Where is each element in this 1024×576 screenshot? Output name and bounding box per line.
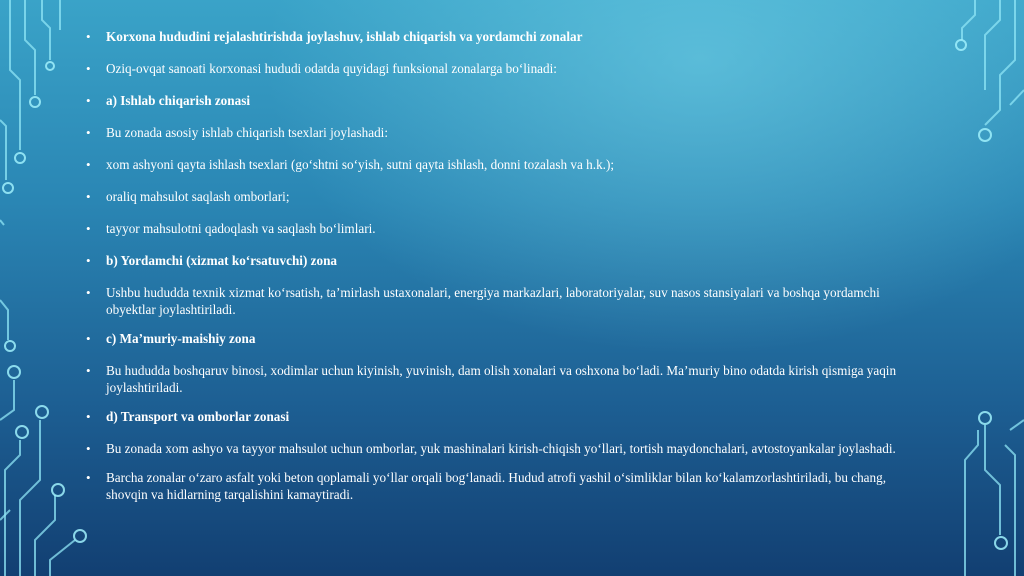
bullet-heading: a) Ishlab chiqarish zonasi: [106, 93, 251, 108]
bullet-dot: •: [86, 125, 91, 140]
bullet-dot: •: [86, 331, 91, 346]
bullet-dot: •: [86, 470, 91, 485]
bullet-text: xom ashyoni qayta ishlash tsexlari (go‘shtni so‘yish, sutni qayta ishlash, donni tozalash va h.k.);: [106, 157, 615, 172]
bullet-text: Barcha zonalar o‘zaro asfalt yoki beton qoplamali yo‘llar orqali bog‘lanadi. Hudud atrofi yashil o‘simliklar bilan ko‘kalamzorlashtiriladi, bu chang, shovqin va hidlarning tarqalishini kamaytiradi.: [106, 470, 887, 502]
bullet-item: [86, 469, 906, 503]
bullet-list: [86, 28, 906, 503]
bullet-heading: d) Transport va omborlar zonasi: [106, 409, 290, 424]
bullet-item: [86, 440, 906, 457]
circuit-right-bottom: [965, 412, 1024, 576]
bullet-text: Bu hududda boshqaruv binosi, xodimlar uchun kiyinish, yuvinish, dam olish xonalari va oshxona bo‘ladi. Ma’muriy bino odatda kirish qismiga yaqin joylashtiriladi.: [106, 363, 897, 395]
bullet-heading: Korxona hududini rejalashtirishda joylashuv, ishlab chiqarish va yordamchi zonalar: [106, 29, 583, 44]
bullet-item: [86, 220, 906, 237]
bullet-item: [86, 156, 906, 173]
bullet-item: [86, 188, 906, 205]
bullet-heading: b) Yordamchi (xizmat ko‘rsatuvchi) zona: [106, 253, 338, 268]
bullet-item: [86, 252, 906, 269]
bullet-content: [86, 28, 906, 515]
bullet-dot: •: [86, 29, 91, 44]
bullet-dot: •: [86, 285, 91, 300]
bullet-dot: •: [86, 93, 91, 108]
bullet-text: oraliq mahsulot saqlash omborlari;: [106, 189, 290, 204]
bullet-dot: •: [86, 253, 91, 268]
bullet-dot: •: [86, 409, 91, 424]
bullet-text: Bu zonada xom ashyo va tayyor mahsulot uchun omborlar, yuk mashinalari kirish-chiqish yo‘llari, tortish maydonchalari, avtostoyankalar joylashadi.: [106, 441, 896, 456]
bullet-item: [86, 362, 906, 396]
bullet-item: [86, 330, 906, 347]
bullet-item: [86, 124, 906, 141]
bullet-item: [86, 28, 906, 45]
bullet-text: Bu zonada asosiy ishlab chiqarish tsexlari joylashadi:: [106, 125, 389, 140]
circuit-right-top: [956, 0, 1024, 141]
bullet-dot: •: [86, 61, 91, 76]
circuit-left-top: [0, 0, 60, 225]
bullet-dot: •: [86, 221, 91, 236]
circuit-left-middle: [0, 300, 15, 351]
bullet-text: Oziq-ovqat sanoati korxonasi hududi odatda quyidagi funksional zonalarga bo‘linadi:: [106, 61, 557, 76]
bullet-heading: c) Ma’muriy-maishiy zona: [106, 331, 256, 346]
bullet-item: [86, 284, 906, 318]
bullet-item: [86, 408, 906, 425]
bullet-dot: •: [86, 189, 91, 204]
bullet-text: tayyor mahsulotni qadoqlash va saqlash bo‘limlari.: [106, 221, 376, 236]
bullet-item: [86, 60, 906, 77]
bullet-dot: •: [86, 363, 91, 378]
bullet-text: Ushbu hududda texnik xizmat ko‘rsatish, ta’mirlash ustaxonalari, energiya markazlari, laboratoriyalar, suv nasos stansiyalari va boshqa yordamchi obyektlar joylashtiriladi.: [106, 285, 880, 317]
circuit-left-bottom: [0, 366, 86, 576]
bullet-dot: •: [86, 441, 91, 456]
bullet-item: [86, 92, 906, 109]
bullet-dot: •: [86, 157, 91, 172]
